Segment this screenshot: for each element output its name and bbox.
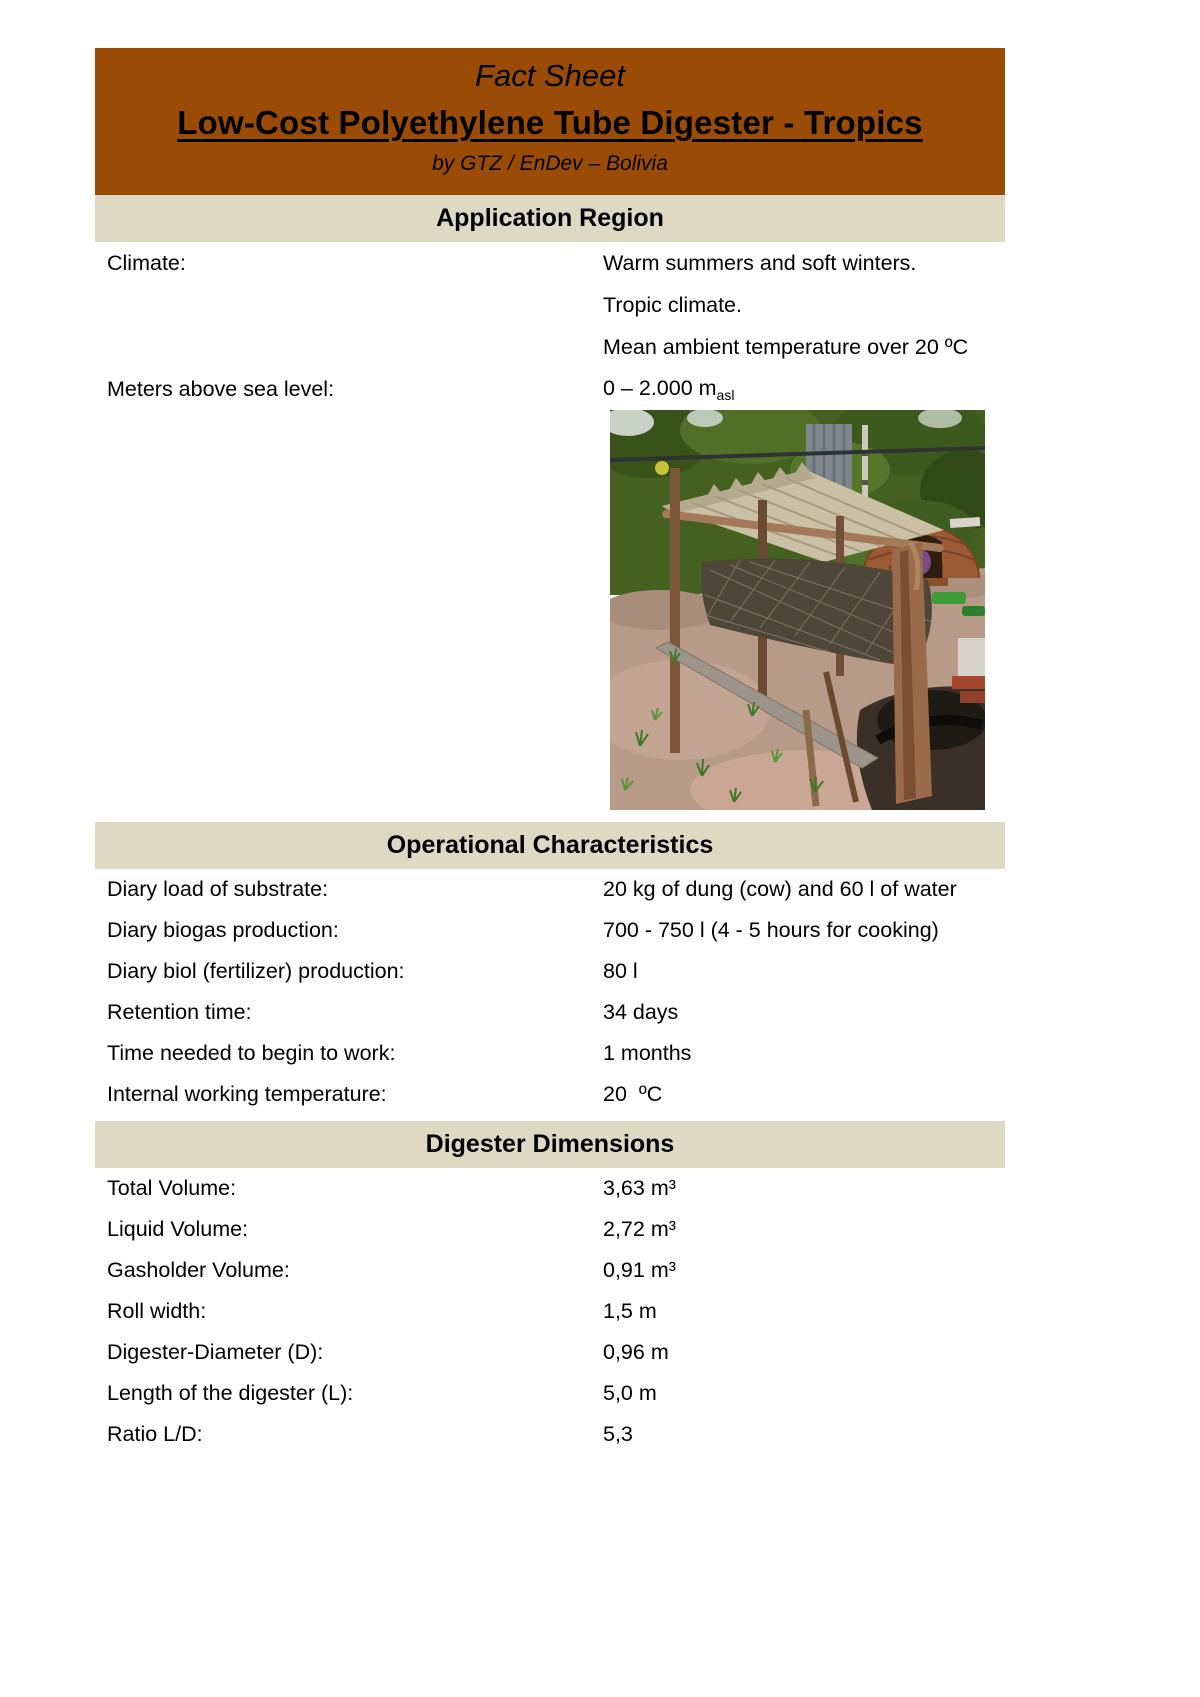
row-value: 80 l <box>603 959 638 983</box>
row-value: 5,0 m <box>603 1381 657 1405</box>
row-value: 5,3 <box>603 1422 633 1446</box>
section-digester-dimensions <box>95 1121 1005 1168</box>
row-label: Meters above sea level: <box>107 376 335 401</box>
row-value: 0,96 m <box>603 1340 669 1364</box>
page-content <box>95 48 1005 1455</box>
operational-rows <box>95 869 1005 1115</box>
row-value: Warm summers and soft winters. <box>603 250 917 275</box>
section-application-region <box>95 195 1005 242</box>
table-row <box>95 368 1005 410</box>
row-value: 700 - 750 l (4 - 5 hours for cooking) <box>603 918 939 942</box>
table-row <box>95 242 1005 284</box>
row-label: Diary load of substrate: <box>107 877 329 901</box>
table-row <box>95 284 1005 326</box>
application-region-rows <box>95 242 1005 410</box>
row-value: Tropic climate. <box>603 292 742 317</box>
row-value: 1,5 m <box>603 1299 657 1323</box>
row-value: 3,63 m³ <box>603 1176 676 1200</box>
page-title: Low-Cost Polyethylene Tube Digester - Tropics <box>177 104 923 141</box>
section-heading: Digester Dimensions <box>425 1130 675 1158</box>
row-label: Diary biogas production: <box>107 918 339 942</box>
byline: by GTZ / EnDev – Bolivia <box>432 152 668 175</box>
table-row <box>95 869 1005 910</box>
row-value: 34 days <box>603 1000 679 1024</box>
table-row <box>95 1414 1005 1455</box>
row-label: Digester-Diameter (D): <box>107 1340 324 1364</box>
dimensions-rows <box>95 1168 1005 1455</box>
row-value: 2,72 m³ <box>603 1217 676 1241</box>
document-type-label: Fact Sheet <box>475 58 625 93</box>
table-row <box>95 910 1005 951</box>
row-label: Ratio L/D: <box>107 1422 203 1446</box>
table-row <box>95 951 1005 992</box>
row-label: Roll width: <box>107 1299 207 1323</box>
row-label: Gasholder Volume: <box>107 1258 290 1282</box>
table-row <box>95 1250 1005 1291</box>
row-label: Length of the digester (L): <box>107 1381 354 1405</box>
table-row <box>95 1168 1005 1209</box>
section-heading: Operational Characteristics <box>386 831 714 859</box>
row-value: 20 ºC <box>603 1082 663 1106</box>
row-label: Liquid Volume: <box>107 1217 249 1241</box>
table-row <box>95 1332 1005 1373</box>
row-value: 20 kg of dung (cow) and 60 l of water <box>603 877 957 901</box>
row-value <box>603 376 1005 403</box>
section-operational-characteristics <box>95 822 1005 869</box>
table-row <box>95 1033 1005 1074</box>
table-row <box>95 1209 1005 1250</box>
section-heading: Application Region <box>436 204 664 232</box>
masl-value: 0 – 2.000 m <box>603 375 717 400</box>
row-label: Retention time: <box>107 1000 252 1024</box>
digester-photo-illustration <box>610 410 985 810</box>
row-label: Internal working temperature: <box>107 1082 387 1106</box>
table-row <box>95 326 1005 368</box>
row-value: 0,91 m³ <box>603 1258 676 1282</box>
title-banner <box>95 48 1005 195</box>
row-value: Mean ambient temperature over 20 ºC <box>603 334 969 359</box>
table-row <box>95 1291 1005 1332</box>
row-label: Climate: <box>107 250 186 275</box>
row-value: 1 months <box>603 1041 692 1065</box>
row-label: Total Volume: <box>107 1176 237 1200</box>
row-label: Time needed to begin to work: <box>107 1041 396 1065</box>
masl-subscript: asl <box>716 386 735 403</box>
table-row <box>95 1373 1005 1414</box>
digester-photo <box>610 410 985 810</box>
row-label: Diary biol (fertilizer) production: <box>107 959 405 983</box>
table-row <box>95 992 1005 1033</box>
table-row <box>95 1074 1005 1115</box>
